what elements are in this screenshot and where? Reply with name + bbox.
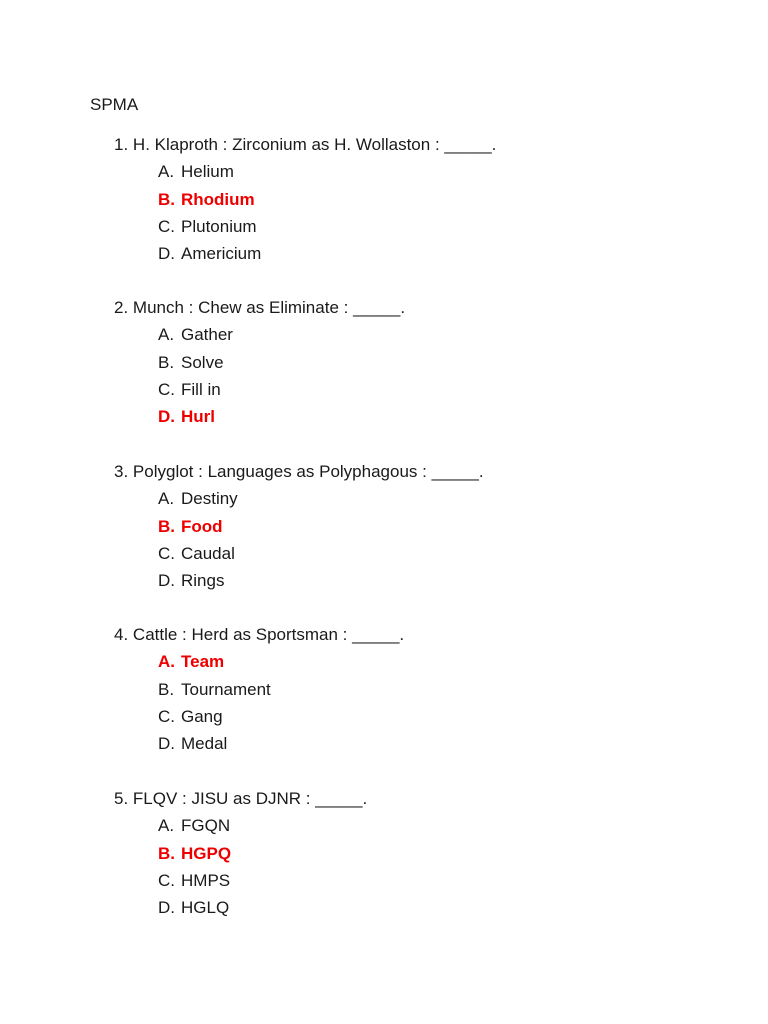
option-text: Helium: [181, 162, 234, 182]
option-list: [114, 651, 404, 760]
question-prompt: [114, 134, 496, 161]
option-letter: D.: [158, 244, 175, 264]
option-b-correct: [114, 189, 496, 216]
option-letter: C.: [158, 706, 175, 726]
option-c: [114, 870, 367, 897]
option-text: Caudal: [181, 543, 235, 563]
option-letter: B.: [158, 516, 175, 536]
question-number: 5.: [114, 789, 129, 808]
option-text: Fill in: [181, 379, 221, 399]
option-letter: A.: [158, 325, 175, 345]
option-a: [114, 815, 367, 842]
option-letter: C.: [158, 543, 175, 563]
question-1: [114, 134, 496, 270]
option-list: [114, 161, 496, 270]
question-text: Munch : Chew as Eliminate : _____.: [132, 298, 406, 317]
option-c: [114, 379, 405, 406]
option-text: Rhodium: [181, 189, 255, 209]
option-d: [114, 243, 496, 270]
option-list: [114, 815, 367, 924]
option-list: [114, 324, 405, 433]
option-a: [114, 488, 484, 515]
option-letter: B.: [158, 843, 175, 863]
option-text: HMPS: [181, 870, 231, 890]
option-d: [114, 897, 367, 924]
option-text: Medal: [181, 734, 228, 754]
option-text: Americium: [181, 244, 262, 264]
document-title: SPMA: [90, 95, 139, 114]
question-number: 4.: [114, 625, 129, 644]
option-letter: C.: [158, 379, 175, 399]
option-text: Plutonium: [181, 216, 257, 236]
option-text: Hurl: [181, 407, 215, 427]
question-prompt: [114, 788, 367, 815]
option-text: Rings: [181, 571, 225, 591]
question-5: [114, 788, 367, 924]
option-b-correct: [114, 516, 484, 543]
option-c: [114, 543, 484, 570]
option-letter: B.: [158, 189, 175, 209]
option-text: Gather: [181, 325, 233, 345]
option-a-correct: [114, 651, 404, 678]
option-letter: A.: [158, 816, 175, 836]
option-a: [114, 161, 496, 188]
option-c: [114, 216, 496, 243]
option-text: Destiny: [181, 489, 238, 509]
option-text: Gang: [181, 706, 223, 726]
option-letter: C.: [158, 216, 175, 236]
option-text: Team: [181, 652, 225, 672]
question-number: 1.: [114, 135, 129, 154]
option-b: [114, 679, 404, 706]
question-prompt: [114, 461, 484, 488]
option-d: [114, 570, 484, 597]
option-letter: D.: [158, 898, 175, 918]
question-2: [114, 297, 405, 433]
option-letter: A.: [158, 162, 175, 182]
option-letter: D.: [158, 734, 175, 754]
option-letter: B.: [158, 679, 175, 699]
option-letter: C.: [158, 870, 175, 890]
option-b: [114, 352, 405, 379]
option-letter: A.: [158, 489, 175, 509]
question-3: [114, 461, 484, 597]
option-c: [114, 706, 404, 733]
option-text: Food: [181, 516, 223, 536]
option-d: [114, 733, 404, 760]
question-4: [114, 624, 404, 760]
option-d-correct: [114, 406, 405, 433]
option-text: Solve: [181, 352, 224, 372]
option-text: Tournament: [181, 679, 271, 699]
question-prompt: [114, 297, 405, 324]
question-text: H. Klaproth : Zirconium as H. Wollaston : _____.: [132, 135, 497, 154]
option-letter: B.: [158, 352, 175, 372]
question-number: 2.: [114, 298, 129, 317]
question-text: FLQV : JISU as DJNR : _____.: [132, 789, 368, 808]
question-text: Cattle : Herd as Sportsman : _____.: [132, 625, 405, 644]
option-a: [114, 324, 405, 351]
question-prompt: [114, 624, 404, 651]
option-letter: D.: [158, 571, 175, 591]
option-list: [114, 488, 484, 597]
option-text: FGQN: [181, 816, 231, 836]
option-text: HGPQ: [181, 843, 232, 863]
option-letter: A.: [158, 652, 175, 672]
question-number: 3.: [114, 462, 129, 481]
question-text: Polyglot : Languages as Polyphagous : _____.: [132, 462, 484, 481]
option-b-correct: [114, 843, 367, 870]
option-letter: D.: [158, 407, 175, 427]
option-text: HGLQ: [181, 898, 230, 918]
